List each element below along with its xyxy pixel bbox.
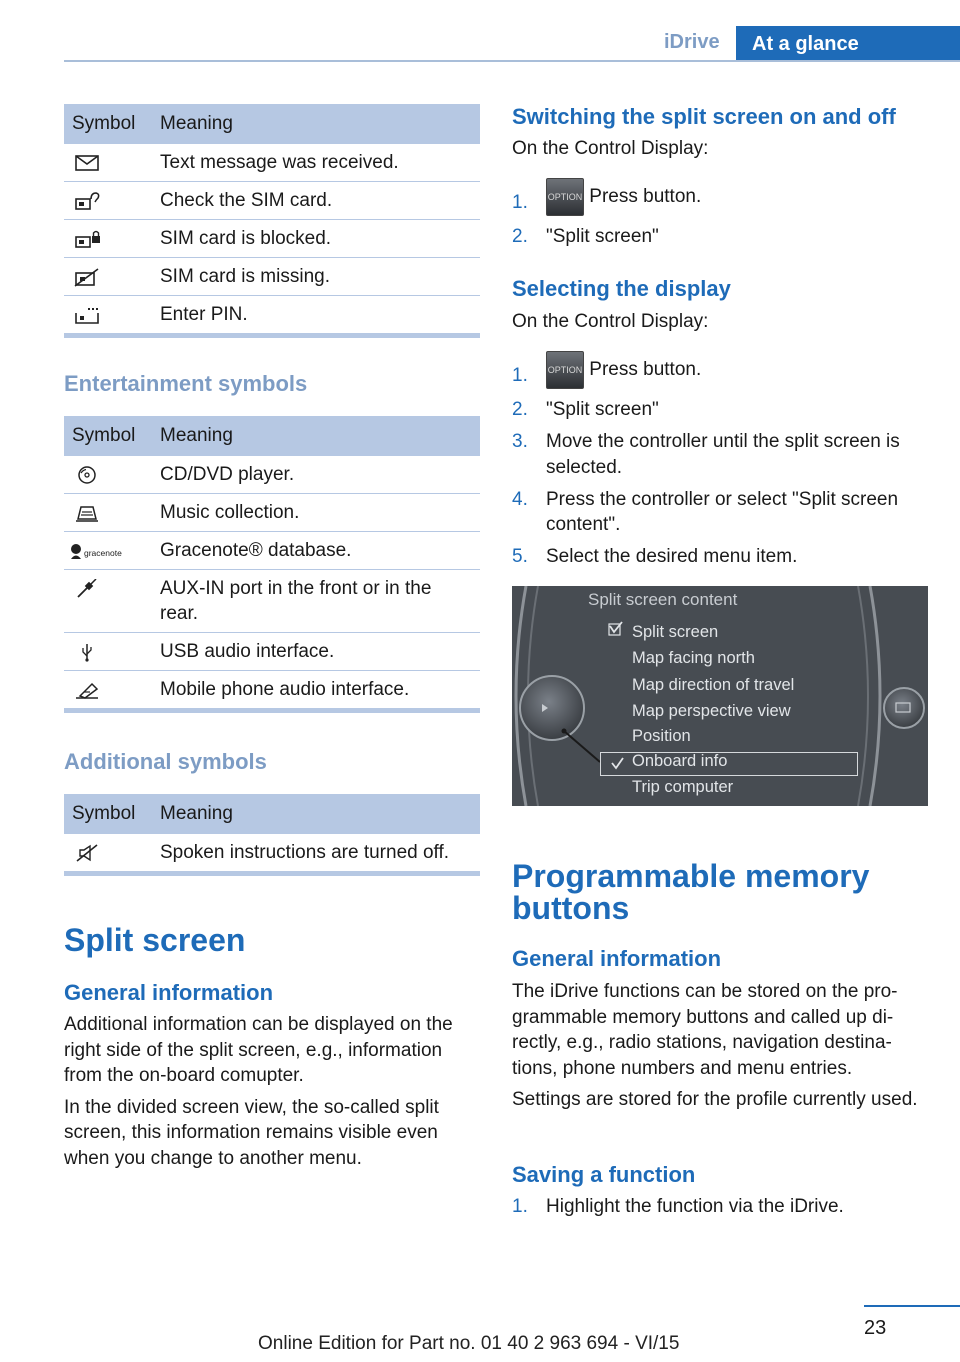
phone-symbols-table [64,104,480,333]
control-display-screenshot [512,586,928,806]
split-general-heading: General information [64,980,274,1005]
step-number: 2. [512,226,528,247]
header-chapter: At a glance [736,26,960,62]
menu-item-selected[interactable]: Onboard info [632,752,728,770]
list-item [512,487,928,538]
saving-steps [512,1194,928,1226]
screen-title: Split screen content [588,590,738,609]
memory-title: Programmable memory buttons [512,858,870,926]
pin-icon [72,305,102,325]
table-cell: Text message was received. [152,144,480,182]
step-text: Highlight the function via the iDrive. [546,1196,844,1217]
option-button-icon: OPTION [546,351,584,389]
step-number: 3. [512,431,528,452]
list-item [512,544,928,570]
table-row [64,296,480,334]
table-cell: Music collection. [152,494,480,532]
cd-icon [72,465,102,485]
gracenote-logo [68,541,134,561]
music-collection-icon [72,503,102,523]
sim-check-icon [72,191,102,211]
table-cell: CD/DVD player. [152,456,480,494]
col-meaning: Meaning [152,794,480,834]
step-number: 2. [512,399,528,420]
table-cell: Spoken instructions are turned off. [160,842,450,863]
header-rule [64,60,960,62]
table-row [64,182,480,220]
table-cell: Mobile phone audio interface. [160,679,410,700]
footer-rule [864,1305,960,1307]
step-number: 1. [512,192,528,213]
split-screen-title: Split screen [64,922,246,958]
menu-item[interactable]: Map direction of travel [632,676,795,694]
speaker-off-icon [72,843,102,863]
table-end-rule [64,333,480,338]
footer-edition: Online Edition for Part no. 01 40 2 963 694 - VI/15 [258,1333,680,1354]
table-row [64,532,480,570]
table-row [64,633,480,671]
table-row [64,258,480,296]
table-cell: AUX-IN port in the front or in the rear. [152,570,480,633]
switching-intro-wrap [512,136,928,162]
step-text: Press button. [589,359,702,381]
table-row [64,834,480,871]
paragraph: Settings are stored for the profile currently used. [512,1089,918,1110]
selecting-steps [512,351,928,576]
menu-item[interactable]: Map perspective view [632,702,791,720]
step-number: 5. [512,546,528,567]
option-button-icon: OPTION [546,178,584,216]
sim-blocked-icon [72,229,102,249]
paragraph: In the divided screen view, the so-called split screen, this information remains visible even when you change to another menu. [64,1096,439,1169]
col-symbol: Symbol [64,104,152,144]
menu-item[interactable]: Split screen [632,623,719,641]
step-number: 4. [512,488,528,510]
col-meaning: Meaning [152,104,480,144]
step-text: "Split screen" [546,226,659,247]
menu-item[interactable]: Map facing north [632,649,755,667]
paragraph: On the Control Display: [512,138,709,159]
phone-symbols-table-wrap [64,104,480,338]
additional-table-wrap [64,794,480,876]
step-text: Select the desired menu item. [546,546,798,567]
col-symbol: Symbol [64,794,152,834]
paragraph: The iDrive functions can be stored on the pro‐grammable memory buttons and called up di‐rectly, e.g., radio stations, navigation destina‐tions, phone numbers and menu entries. [512,981,898,1079]
table-cell: Check the SIM card. [152,182,480,220]
switching-steps [512,178,928,256]
page-number: 23 [864,1317,887,1339]
step-text: "Split screen" [546,399,659,420]
table-cell: SIM card is blocked. [152,220,480,258]
table-row [64,570,480,633]
table-cell: Gracenote® database. [152,532,480,570]
table-row [64,494,480,532]
paragraph: Additional information can be displayed on the right side of the split screen, e.g., information from the on-board comupter. [64,1014,453,1086]
usb-icon [72,642,102,662]
menu-item[interactable]: Position [632,727,691,745]
step-text: Press the controller or select "Split screen content". [546,488,899,535]
selecting-heading: Selecting the display [512,276,731,301]
gracenote-logo-text: gracenote [84,547,122,558]
entertainment-heading: Entertainment symbols [64,371,308,396]
table-cell: SIM card is missing. [152,258,480,296]
table-end-rule [64,871,480,876]
list-item [512,397,928,423]
header-section: iDrive [664,31,720,53]
paragraph: On the Control Display: [512,311,709,332]
table-row [64,671,480,709]
table-row [64,144,480,182]
table-row [64,220,480,258]
table-cell: Enter PIN. [160,304,248,325]
switching-heading: Switching the split screen on and off [512,104,896,129]
split-general-text [64,1012,480,1171]
memory-general-heading: General information [512,946,722,971]
sim-missing-icon [72,267,102,287]
list-item [512,429,928,480]
envelope-icon [72,153,102,173]
aux-plug-icon [72,579,102,599]
step-text: Press button. [589,186,702,208]
table-row [64,456,480,494]
list-item [512,1194,928,1220]
list-item [512,224,928,250]
selecting-intro-wrap [512,309,928,335]
table-cell: USB audio interface. [152,633,480,671]
step-text: Move the controller until the split screen is selected. [546,431,900,478]
entertainment-table [64,416,480,708]
memory-general-text [512,979,928,1113]
additional-table [64,794,480,871]
col-meaning: Meaning [152,416,480,456]
list-item [512,351,928,389]
list-item [512,178,928,216]
entertainment-table-wrap [64,416,480,713]
mobile-audio-icon [72,680,102,700]
additional-heading: Additional symbols [64,749,267,774]
saving-heading: Saving a function [512,1162,696,1187]
step-number: 1. [512,1196,528,1217]
table-end-rule [64,708,480,713]
step-number: 1. [512,365,528,386]
col-symbol: Symbol [64,416,152,456]
menu-item[interactable]: Trip computer [632,778,734,796]
